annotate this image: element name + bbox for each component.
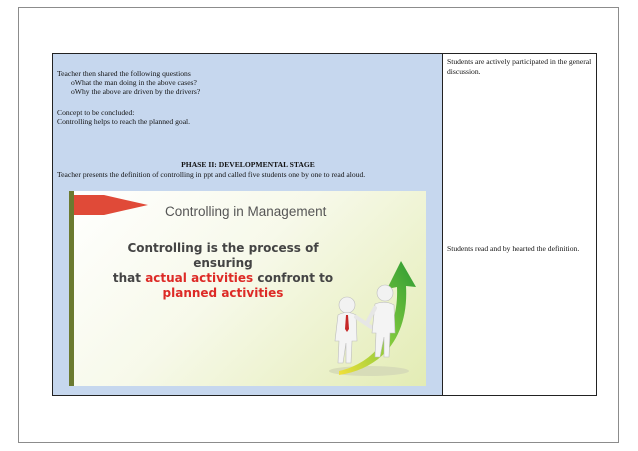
student-response-2: Students read and by hearted the definition. <box>447 244 580 253</box>
slide-flag-icon <box>74 195 104 215</box>
growth-arrow-figures-icon <box>319 253 424 383</box>
bullet-icon: o <box>71 87 75 96</box>
slide-line-3: planned activities <box>162 286 284 300</box>
slide-definition <box>103 241 343 301</box>
concept-text: Controlling helps to reach the planned goal. <box>57 117 191 126</box>
teacher-activity-cell <box>53 54 443 395</box>
student-activity-cell <box>444 54 596 395</box>
ppt-slide-image <box>69 191 426 386</box>
bullet-icon: o <box>71 78 75 87</box>
student-response-1: Students are actively participated in the general discussion. <box>447 57 592 76</box>
slide-flag-tip <box>104 195 148 215</box>
intro-text: Teacher then shared the following questions <box>57 69 191 78</box>
slide-accent-bar <box>69 191 74 386</box>
lesson-table <box>52 53 597 396</box>
phase-heading: PHASE II: DEVELOPMENTAL STAGE <box>181 160 315 169</box>
slide-line-1: Controlling is the process of ensuring <box>127 241 319 270</box>
slide-line-2: that actual activities confront to <box>112 271 334 285</box>
question-1: oWhat the man doing in the above cases? <box>71 78 197 87</box>
concept-label: Concept to be concluded: <box>57 108 135 117</box>
slide-title: Controlling in Management <box>165 204 327 219</box>
phase-instruction: Teacher presents the definition of controlling in ppt and called five students one by one to read aloud. <box>57 170 366 179</box>
question-2: oWhy the above are driven by the drivers? <box>71 87 201 96</box>
